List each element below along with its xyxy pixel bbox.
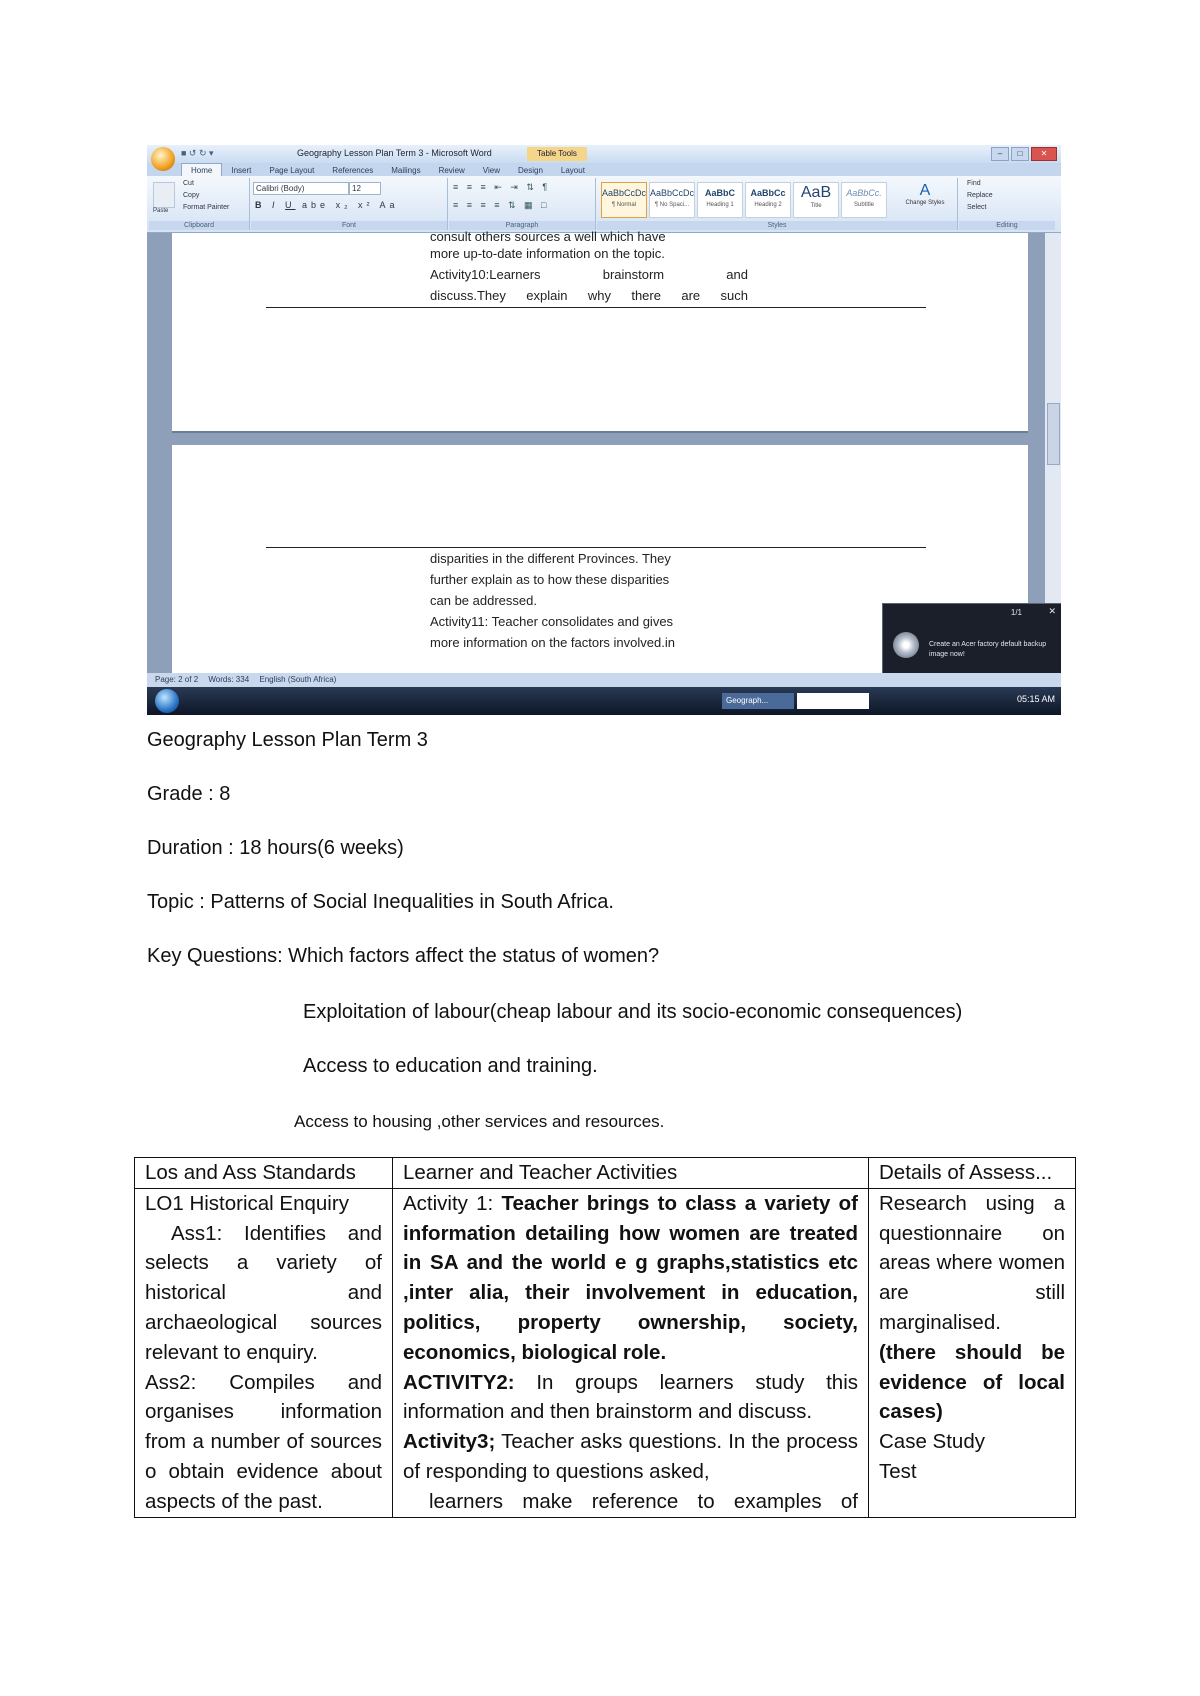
- tab-page-layout[interactable]: Page Layout: [269, 166, 315, 175]
- style-sample: AaBbCcDc: [650, 188, 694, 198]
- activity-3-text: Teacher asks questions. In the process of responding to questions asked,: [403, 1430, 858, 1483]
- activities-cell: [393, 1188, 869, 1517]
- ribbon-tabs: [147, 163, 1061, 176]
- tab-view[interactable]: View: [482, 166, 500, 175]
- editing-label: Editing: [959, 221, 1055, 230]
- taskbar-search-input[interactable]: [797, 693, 869, 709]
- ass1-text: Ass1: Identifies and selects a variety of historical and archaeological sources relevant to enquiry.: [145, 1221, 382, 1364]
- scrollbar-thumb[interactable]: [1047, 403, 1060, 465]
- activity-2-text: In groups learners study this information and then brainstorm and discuss.: [403, 1370, 858, 1424]
- maximize-icon[interactable]: □: [1011, 147, 1029, 161]
- doc-line: more information on the factors involved.in: [430, 635, 675, 650]
- doc-line: consult others sources a well which have: [430, 229, 666, 244]
- editing-group: [959, 178, 1055, 230]
- style-name: ¶ No Spaci...: [654, 202, 690, 208]
- header-los-standards: Los and Ass Standards: [135, 1158, 393, 1189]
- activity-2: [403, 1368, 858, 1428]
- page-count[interactable]: Page: 2 of 2: [155, 675, 199, 684]
- activity-1-label: Activity 1:: [403, 1191, 494, 1215]
- style-sample: AaBbCc: [750, 188, 786, 198]
- paragraph-group: [449, 178, 596, 230]
- style-name: ¶ Normal: [611, 202, 637, 208]
- key-questions-line: Key Questions: Which factors affect the status of women?: [147, 945, 660, 967]
- document-title: Geography Lesson Plan Term 3: [147, 729, 428, 751]
- font-size-select[interactable]: 12: [349, 182, 381, 195]
- ass2-text: Ass2: Compiles and organises information from a number of sources o obtain evidence about aspects of the past.: [145, 1370, 382, 1513]
- status-bar: [147, 673, 1061, 687]
- style-subtitle[interactable]: [841, 182, 887, 218]
- window-title: Geography Lesson Plan Term 3 - Microsoft Word: [297, 148, 492, 158]
- change-styles-label: Change Styles: [905, 200, 945, 206]
- clipboard-label: Clipboard: [149, 221, 249, 230]
- table-border-line: [266, 307, 926, 308]
- font-label: Font: [251, 221, 447, 230]
- table-tools-tab: Table Tools: [527, 147, 587, 161]
- paste-icon[interactable]: [153, 182, 175, 208]
- doc-line: discuss.They explain why there are such: [430, 288, 748, 303]
- activity-1: [403, 1189, 858, 1368]
- key-question-item: Access to housing ,other services and resources.: [294, 1112, 665, 1131]
- styles-group: [597, 178, 958, 230]
- key-question-item: Access to education and training.: [303, 1055, 598, 1077]
- style-name: Title: [810, 203, 822, 209]
- table-header-row: [135, 1158, 1076, 1189]
- styles-label: Styles: [597, 221, 957, 230]
- cut-button[interactable]: Cut: [183, 180, 194, 187]
- style-name: Heading 2: [754, 202, 782, 208]
- notification-count: 1/1: [1010, 608, 1022, 617]
- grade-line: Grade : 8: [147, 783, 231, 805]
- word-count[interactable]: Words: 334: [208, 675, 250, 684]
- start-button[interactable]: [155, 689, 179, 713]
- activity-3-label: Activity3;: [403, 1430, 496, 1454]
- ribbon: [147, 176, 1061, 233]
- tab-home[interactable]: Home: [181, 163, 222, 177]
- word-screenshot: [147, 145, 1061, 715]
- research-text: Research using a questionnaire on areas where women are still marginalised.: [879, 1191, 1065, 1334]
- font-name-select[interactable]: Calibri (Body): [253, 182, 349, 195]
- topic-line: Topic : Patterns of Social Inequalities in South Africa.: [147, 891, 614, 913]
- taskbar: [147, 687, 1061, 715]
- disc-icon: [893, 632, 919, 658]
- activity-1-text: Teacher brings to class a variety of information detailing how women are treated in SA and the world e g graphs,statistics etc ,inter alia, their involvement in education, politics, property ownership, society, economics, biological role.: [403, 1191, 858, 1364]
- tab-design[interactable]: Design: [518, 166, 543, 175]
- test-text: Test: [879, 1459, 917, 1483]
- style-no-spacing[interactable]: [649, 182, 695, 218]
- standards-cell: [135, 1188, 393, 1517]
- find-button[interactable]: Find: [967, 180, 981, 187]
- clock: 05:15 AM: [1016, 694, 1055, 704]
- copy-button[interactable]: Copy: [183, 192, 200, 199]
- style-sample: AaB: [800, 184, 832, 201]
- clipboard-group: [149, 178, 250, 230]
- style-sample: AaBbCcDc: [602, 188, 646, 198]
- style-name: Heading 1: [706, 202, 734, 208]
- paragraph-label: Paragraph: [449, 221, 595, 230]
- activity-3-continued: learners make reference to examples of: [429, 1489, 858, 1513]
- window-controls: [989, 147, 1057, 161]
- style-sample: AaBbC: [704, 188, 735, 198]
- key-question-item: Exploitation of labour(cheap labour and its socio-economic consequences): [303, 1001, 963, 1023]
- header-assessment: Details of Assess...: [869, 1158, 1076, 1189]
- lo1-text: LO1 Historical Enquiry: [145, 1191, 349, 1215]
- format-painter-button[interactable]: Format Painter: [183, 204, 230, 211]
- style-heading-2[interactable]: [745, 182, 791, 218]
- change-styles-button[interactable]: [903, 182, 947, 206]
- header-activities: Learner and Teacher Activities: [393, 1158, 869, 1189]
- style-sample: AaBbCc.: [846, 188, 882, 198]
- close-icon[interactable]: ✕: [1048, 606, 1056, 616]
- font-format-buttons[interactable]: B I U abe x₂ x² Aa: [255, 200, 399, 210]
- tab-layout[interactable]: Layout: [560, 166, 585, 175]
- notification-message: Create an Acer factory default backup image now!: [929, 641, 1047, 658]
- activity-2-label: ACTIVITY2:: [403, 1370, 515, 1394]
- doc-line: disparities in the different Provinces. They: [430, 551, 671, 566]
- doc-line: Activity11: Teacher consolidates and gives: [430, 614, 674, 629]
- tab-references[interactable]: References: [332, 166, 374, 175]
- duration-line: Duration : 18 hours(6 weeks): [147, 837, 404, 859]
- align-icons[interactable]: ≡ ≡ ≡ ≡ ⇅ ▦ □: [453, 200, 550, 210]
- minimize-icon[interactable]: –: [991, 147, 1009, 161]
- font-group: [251, 178, 448, 230]
- lesson-plan-table: [134, 1157, 1076, 1518]
- case-study-text: Case Study: [879, 1430, 985, 1454]
- assessment-cell: [869, 1188, 1076, 1517]
- title-bar: [147, 145, 1061, 163]
- taskbar-word-item[interactable]: Geograph...: [722, 693, 794, 709]
- doc-line: Activity10:Learners brainstorm and: [430, 267, 748, 282]
- close-icon[interactable]: ✕: [1031, 147, 1057, 161]
- replace-button[interactable]: Replace: [967, 192, 993, 199]
- doc-line: more up-to-date information on the topic.: [430, 246, 665, 261]
- table-border-line: [266, 547, 926, 548]
- change-styles-icon: A: [919, 182, 931, 199]
- style-name: Subtitle: [853, 202, 874, 208]
- doc-line: further explain as to how these disparities: [430, 572, 670, 587]
- language-indicator[interactable]: English (South Africa): [259, 675, 337, 684]
- tab-review[interactable]: Review: [438, 166, 465, 175]
- tab-mailings[interactable]: Mailings: [391, 166, 421, 175]
- table-row: [135, 1188, 1076, 1517]
- select-button[interactable]: Select: [967, 204, 987, 211]
- tab-insert[interactable]: Insert: [231, 166, 252, 175]
- paste-button[interactable]: Paste: [153, 208, 169, 214]
- quick-access-toolbar[interactable]: ■ ↺ ↻ ▾: [181, 148, 214, 158]
- activity-3: [403, 1427, 858, 1487]
- local-cases-text: (there should be evidence of local cases): [879, 1340, 1065, 1424]
- document-page-1: [172, 229, 1028, 433]
- office-button[interactable]: [151, 147, 175, 171]
- list-icons[interactable]: ≡ ≡ ≡ ⇤ ⇥ ⇅ ¶: [453, 182, 551, 192]
- doc-line: can be addressed.: [430, 593, 537, 608]
- style-title[interactable]: [793, 182, 839, 218]
- style-normal[interactable]: [601, 182, 647, 218]
- style-heading-1[interactable]: [697, 182, 743, 218]
